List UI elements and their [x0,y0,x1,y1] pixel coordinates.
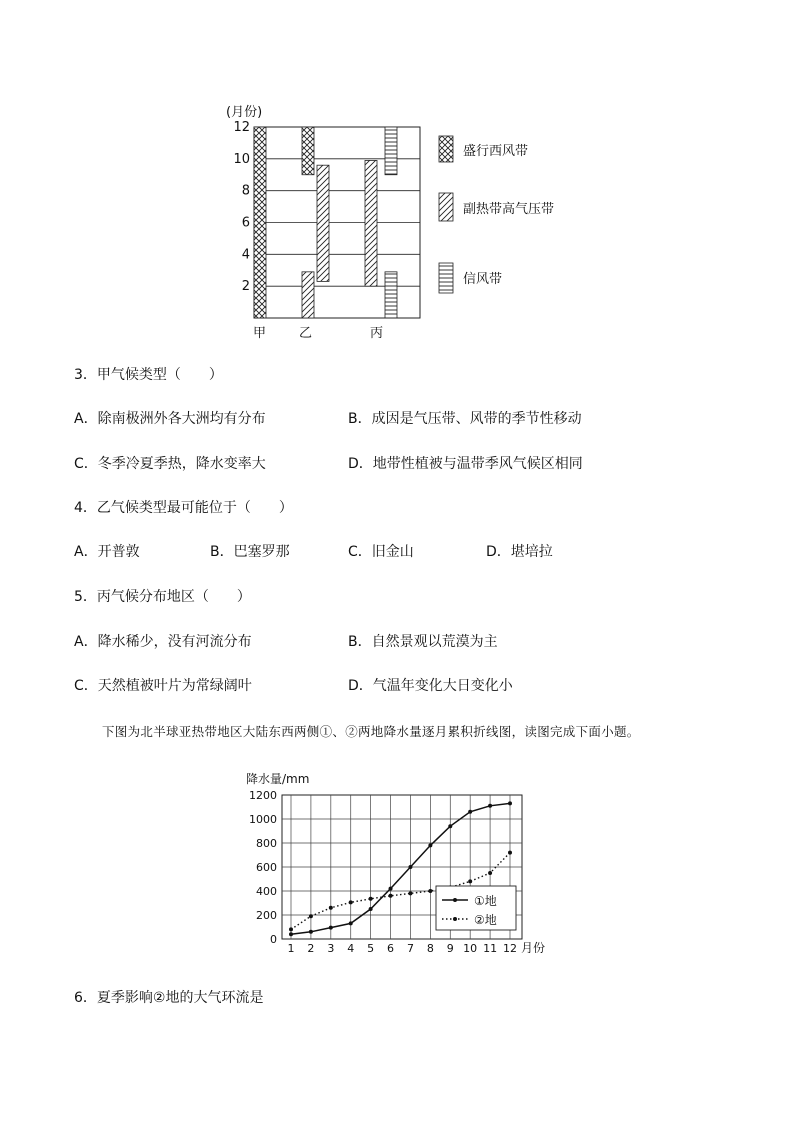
precip-point [428,889,432,893]
precip-point [289,932,293,936]
legend-swatch-trade-winds [439,263,453,293]
question-4-option-c: C．旧金山 [348,544,414,560]
legend-label: 信风带 [463,272,503,287]
precip-point [448,824,452,828]
precip-y-tick-label: 1000 [249,813,277,826]
figure-2-intro: 下图为北半球亚热带地区大陆东西两侧①、②两地降水量逐月累积折线图，读图完成下面小题。 [102,724,640,739]
precip-point [508,851,512,855]
belt-bar [254,127,266,318]
precip-point [468,879,472,883]
precip-point [349,900,353,904]
precip-point [329,906,333,910]
precip-x-tick-label: 1 [287,942,295,955]
belt-y-tick-label: 8 [241,183,250,199]
precip-x-tick-label: 9 [446,942,454,955]
precip-chart-y-label: 降水量/mm [246,772,310,786]
belt-y-tick-label: 4 [241,247,250,263]
legend-label: ①地 [474,894,497,908]
precip-point [369,897,373,901]
question-5-option-b: B．自然景观以荒漠为主 [348,634,498,650]
question-5-stem: 5．丙气候分布地区（ ） [74,589,251,605]
precip-point [369,907,373,911]
precip-point [508,801,512,805]
belt-y-tick-label: 6 [241,215,250,231]
legend-swatch-westerlies [439,136,453,162]
belt-chart [220,100,600,345]
precip-point [408,865,412,869]
legend-label: 副热带高气压带 [463,202,555,217]
question-4-option-a: A．开普敦 [74,544,140,560]
belt-bar [302,272,314,318]
belt-chart-x-label: 乙 [299,326,313,341]
question-5-option-d: D．气温年变化大日变化小 [348,678,513,694]
precip-point [389,887,393,891]
precip-x-tick-label: 4 [347,942,355,955]
question-3-option-b: B．成因是气压带、风带的季节性移动 [348,411,582,427]
belt-chart-x-label: 丙 [370,326,384,341]
precip-y-tick-label: 1200 [249,789,277,802]
belt-bar [365,160,377,286]
belt-bar [302,127,314,175]
precip-point [329,926,333,930]
belt-chart-x-label: 甲 [253,326,267,341]
precip-point [488,804,492,808]
legend-swatch-subtropical-high [439,193,453,221]
precip-point [309,914,313,918]
precip-x-tick-label: 6 [387,942,395,955]
precip-y-tick-label: 800 [256,837,277,850]
question-3-stem: 3．甲气候类型（ ） [74,367,223,383]
precip-x-tick-label: 5 [367,942,375,955]
question-4-stem: 4．乙气候类型最可能位于（ ） [74,500,293,516]
precip-x-tick-label: 10 [463,942,478,955]
precip-x-tick-label: 11 [483,942,498,955]
question-5-option-c: C．天然植被叶片为常绿阔叶 [74,678,252,694]
belt-bar [385,272,397,318]
question-6-stem: 6．夏季影响②地的大气环流是 [74,990,264,1006]
precip-y-tick-label: 0 [270,933,277,946]
precip-x-tick-label: 8 [426,942,434,955]
precip-point [309,930,313,934]
precip-x-tick-label: 12 [503,942,517,955]
precip-chart-x-label: 月份 [521,941,546,955]
question-3-option-a: A．除南极洲外各大洲均有分布 [74,411,266,427]
belt-y-tick-label: 10 [233,151,250,167]
precip-y-tick-label: 600 [256,861,277,874]
precip-y-tick-label: 400 [256,885,277,898]
question-3-option-c: C．冬季冷夏季热，降水变率大 [74,456,266,472]
precip-point [408,891,412,895]
precip-point [389,894,393,898]
question-3-option-d: D．地带性植被与温带季风气候区相同 [348,456,583,472]
legend-label: 盛行西风带 [463,144,529,159]
precip-chart [240,766,580,962]
precip-x-tick-label: 2 [307,942,315,955]
question-4-option-d: D．堪培拉 [486,544,553,560]
precip-point [349,921,353,925]
precip-point [468,810,472,814]
question-4-option-b: B．巴塞罗那 [210,544,290,560]
question-5-option-a: A．降水稀少，没有河流分布 [74,634,252,650]
belt-bar [317,165,329,281]
precip-legend [436,886,516,930]
belt-y-tick-label: 12 [233,120,250,135]
belt-y-tick-label: 2 [241,279,250,295]
belt-chart-y-unit: (月份) [226,105,263,120]
precip-x-tick-label: 7 [406,942,414,955]
precip-point [488,871,492,875]
precip-point [428,843,432,847]
precip-x-tick-label: 3 [327,942,335,955]
precip-y-tick-label: 200 [256,909,277,922]
belt-bar [385,127,397,175]
legend-label: ②地 [474,913,497,927]
precip-point [289,927,293,931]
